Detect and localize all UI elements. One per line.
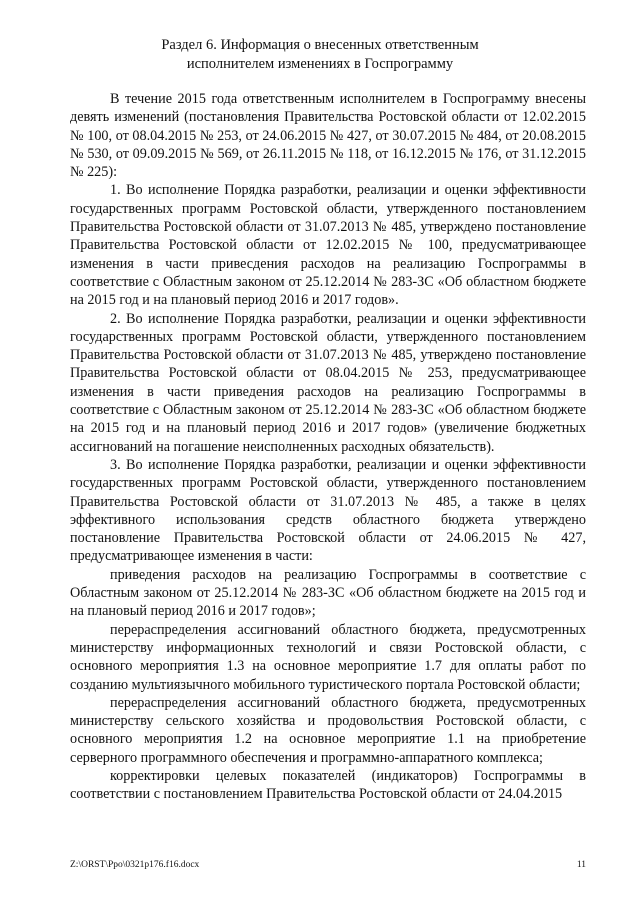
paragraph-item-2: 2. Во исполнение Порядка разработки, реализации и оценки эффективности государственных программ Ростовской области, утвержденного постановлением Правительства Ростовской области от 31.07.2013 № 485, утверждено постановление Правительства Ростовской области от 08.04.2015 № 253, предусматривающее изменения в части приведения расходов на реализацию Госпрограммы в соответствие с Областным законом от 25.12.2014 № 283-ЗС «Об областном бюджете на 2015 год и на плановый период 2016 и 2017 годов» (увеличение бюджетных ассигнований на погашение неисполненных расходных обязательств). [70, 310, 586, 455]
paragraph-intro: В течение 2015 года ответственным исполнителем в Госпрограмму внесены девять изменений (постановления Правительства Ростовской области от 12.02.2015 № 100, от 08.04.2015 № 253, от 24.06.2015 № 427, от 30.07.2015 № 484, от 20.08.2015 № 530, от 09.09.2015 № 569, от 26.11.2015 № 118, от 16.12.2015 № 176, от 31.12.2015 № 225): [70, 91, 586, 181]
file-path: Z:\ORST\Ppo\0321p176.f16.docx [70, 860, 200, 870]
paragraph-item-1: 1. Во исполнение Порядка разработки, реализации и оценки эффективности государственных программ Ростовской области, утвержденного постановлением Правительства Ростовской области от 31.07.2013 № 485, утверждено постановление Правительства Ростовской области от 12.02.2015 № 100, предусматривающее изменения в части привесдения расходов на реализацию Госпрограммы в соответствие с Областным законом от 25.12.2014 № 283-ЗС «Об областном бюджете на 2015 год и на плановый период 2016 и 2017 годов». [70, 182, 586, 309]
paragraph-sub-2: перераспределения ассигнований областного бюджета, предусмотренных министерству информационных технологий и связи Ростовской области, с основного мероприятия 1.3 на основное мероприятие 1.7 для оплаты работ по созданию мультиязычного мобильного туристического портала Ростовской области; [70, 621, 586, 693]
page-number: 11 [576, 860, 586, 870]
title-line-1: Раздел 6. Информация о внесенных ответственным [161, 37, 479, 53]
title-line-2: исполнителем изменениях в Госпрограмму [186, 56, 454, 72]
paragraph-item-3: 3. Во исполнение Порядка разработки, реализации и оценки эффективности государственных программ Ростовской области, утвержденного постановлением Правительства Ростовской области от 31.07.2013 № 485, а также в целях эффективного использования средств областного бюджета утверждено постановление Правительства Ростовской области от 24.06.2015 № 427, предусматривающее изменения в части: [70, 456, 586, 565]
page-footer [70, 860, 586, 870]
paragraph-sub-3: перераспределения ассигнований областного бюджета, предусмотренных министерству сельского хозяйства и продовольствия Ростовской области, с основного мероприятия 1.2 на основное мероприятие 1.1 на приобретение серверного программного обеспечения и программно-аппаратного комплекса; [70, 694, 586, 766]
paragraph-sub-4: корректировки целевых показателей (индикаторов) Госпрограммы в соответствии с постановлением Правительства Ростовской области от 24.04.2015 [70, 767, 586, 803]
section-title [80, 36, 560, 74]
document-body [70, 90, 586, 804]
paragraph-sub-1: приведения расходов на реализацию Госпрограммы в соответствие с Областным законом от 25.12.2014 № 283-ЗС «Об областном бюджете на 2015 год и на плановый период 2016 и 2017 годов»; [70, 566, 586, 620]
